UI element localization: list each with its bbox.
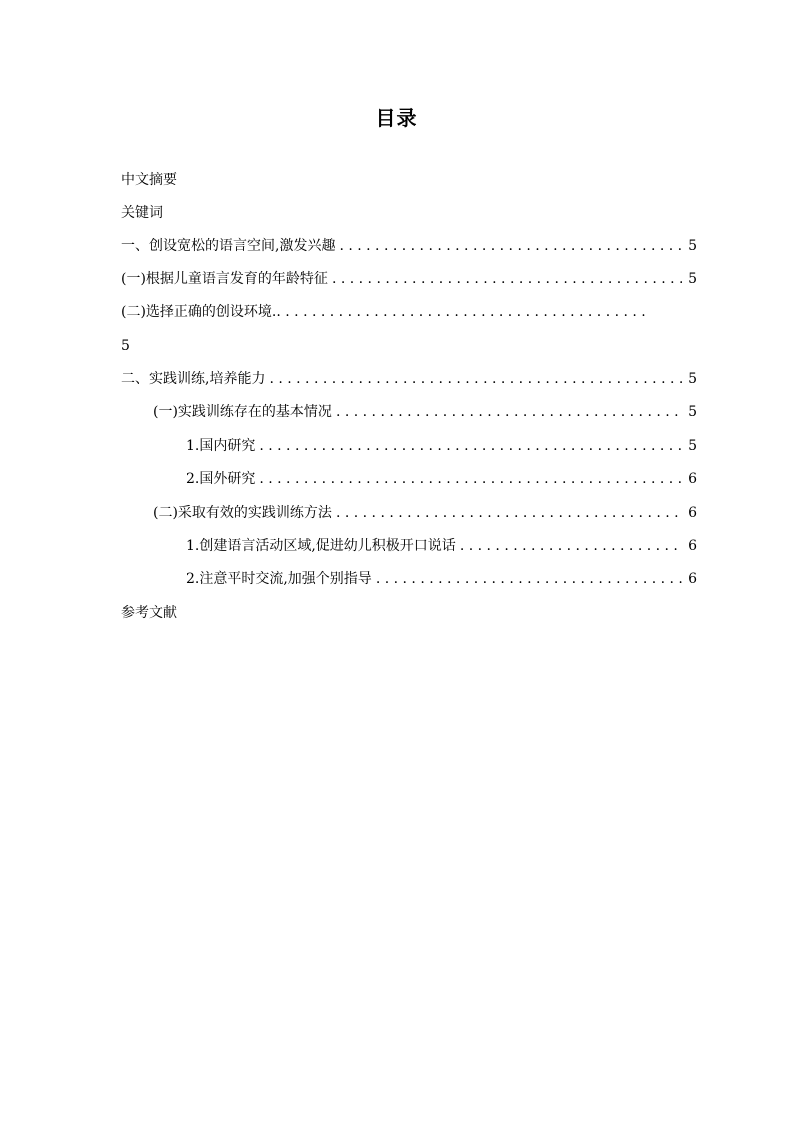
toc-entry-page: 5 <box>121 338 130 354</box>
toc-entry[interactable] <box>121 368 697 390</box>
toc-entry-page: 5 <box>688 438 697 454</box>
toc-entry-label: (二)选择正确的创设环境. <box>121 304 277 320</box>
toc-entry[interactable] <box>186 535 697 557</box>
toc-entry-label: 1.创建语言活动区域,促进幼儿积极开口说话 <box>186 538 456 554</box>
toc-leader-dots <box>339 235 682 257</box>
toc-leader-dots <box>336 502 682 524</box>
toc-leader-dots <box>259 435 682 457</box>
toc-entry-page: 5 <box>688 271 697 287</box>
toc-leader-dots <box>259 468 682 490</box>
toc-entry-label: 1.国内研究 <box>186 438 256 454</box>
toc-entry[interactable] <box>121 268 697 290</box>
toc-leader-dots <box>332 268 682 290</box>
toc-entry-page: 5 <box>688 238 697 254</box>
page-title: 目录 <box>375 106 418 130</box>
toc-leader-dots <box>269 368 682 390</box>
toc-entry-page: 6 <box>688 538 697 554</box>
toc-entry-label: (一)实践训练存在的基本情况 <box>153 404 332 420</box>
toc-entry[interactable] <box>186 468 697 490</box>
toc-entry-label: (二)采取有效的实践训练方法 <box>153 505 332 521</box>
toc-entry-page: 5 <box>688 404 697 420</box>
toc-entry-label: 一、创设宽松的语言空间,激发兴趣 <box>121 238 336 254</box>
toc-entry[interactable] <box>121 235 697 257</box>
toc-entry-page: 6 <box>688 571 697 587</box>
toc-entry-page: 6 <box>688 471 697 487</box>
toc-entry-page: 6 <box>688 505 697 521</box>
toc-entry-label: 二、实践训练,培养能力 <box>121 371 266 387</box>
toc-entry-label: (一)根据儿童语言发育的年龄特征 <box>121 271 328 287</box>
toc-entry[interactable] <box>186 435 697 457</box>
toc-entry-label: 2.国外研究 <box>186 471 256 487</box>
toc-references[interactable]: 参考文献 <box>121 605 177 621</box>
toc-leader-dots <box>336 401 682 423</box>
toc-keywords[interactable]: 关键词 <box>121 205 163 221</box>
toc-abstract[interactable]: 中文摘要 <box>121 172 177 188</box>
toc-entry[interactable] <box>153 401 697 423</box>
toc-entry[interactable] <box>121 301 669 323</box>
toc-entry-label: 2.注意平时交流,加强个别指导 <box>186 571 372 587</box>
toc-entry[interactable] <box>186 568 697 590</box>
toc-leader-dots <box>276 301 646 323</box>
toc-leader-dots <box>460 535 682 557</box>
toc-entry-page: 5 <box>688 371 697 387</box>
toc-leader-dots <box>376 568 682 590</box>
toc-entry[interactable] <box>153 502 697 524</box>
